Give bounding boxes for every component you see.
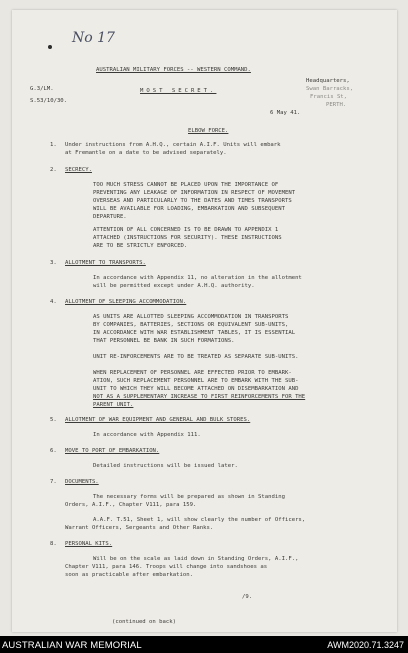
hq-line-3: Francis St, — [310, 94, 348, 100]
archive-footer-bar — [0, 636, 408, 653]
paragraph-number: 8. — [50, 541, 57, 547]
paragraph-text: ARE TO BE STRICTLY ENFORCED. — [93, 243, 188, 249]
paragraph-text: will be permitted except under A.H.Q. authority. — [93, 283, 255, 289]
reference-a: G.3/LM. — [30, 86, 54, 92]
hq-line-1: Headquarters, — [306, 78, 350, 84]
paragraph-number: 5. — [50, 417, 57, 423]
paragraph-text: Orders, A.I.F., Chapter V111, para 159. — [65, 502, 197, 508]
paragraph-text: WHEN REPLACEMENT OF PERSONNEL ARE EFFECTED PRIOR TO EMBARK- — [93, 370, 292, 376]
document-page — [12, 10, 397, 632]
paragraph-text: NOT AS A SUPPLEMENTARY INCREASE TO FIRST REINFORCEMENTS FOR THE — [93, 394, 306, 400]
paragraph-text: UNIT RE-INFORCEMENTS ARE TO BE TREATED AS SEPARATE SUB-UNITS. — [93, 354, 299, 360]
page-mark: /9. — [242, 594, 253, 600]
classification: MOST SECRET. — [140, 88, 217, 94]
paragraph-text: Chapter V111, para 146. Troops will change into sandshoes as — [65, 564, 268, 570]
paragraph-text: ATTACHED (INSTRUCTIONS FOR SECURITY). THESE INSTRUCTIONS — [93, 235, 282, 241]
paragraph-text: In accordance with Appendix 111. — [93, 432, 201, 438]
document-date: 6 May 41. — [270, 110, 301, 116]
header-title: AUSTRALIAN MILITARY FORCES -- WESTERN COMMAND. — [96, 67, 251, 73]
paragraph-text: WILL BE AVAILABLE FOR LOADING, EMBARKATION AND SUBSEQUENT — [93, 206, 285, 212]
paragraph-text: BY COMPANIES, BATTERIES, SECTIONS OR EQUIVALENT SUB-UNITS, — [93, 322, 289, 328]
handwritten-reference: No 17 — [72, 30, 115, 46]
paragraph-heading: ALLOTMENT OF WAR EQUIPMENT AND GENERAL AND BULK STORES. — [65, 417, 251, 423]
paragraph-text: Detailed instructions will be issued later. — [93, 463, 238, 469]
footer-institution: AUSTRALIAN WAR MEMORIAL — [2, 640, 142, 651]
paragraph-heading: MOVE TO PORT OF EMBARKATION. — [65, 448, 160, 454]
paragraph-text: ATION, SUCH REPLACEMENT PERSONNEL ARE TO EMBARK WITH THE SUB- — [93, 378, 299, 384]
paragraph-text: TOO MUCH STRESS CANNOT BE PLACED UPON THE IMPORTANCE OF — [93, 182, 279, 188]
paragraph-text: ATTENTION OF ALL CONCERNED IS TO BE DRAWN TO APPENDIX 1 — [93, 227, 279, 233]
paragraph-text: Warrant Officers, Sergeants and Other Ranks. — [65, 525, 214, 531]
reference-b: S.53/10/30. — [30, 98, 68, 104]
paragraph-text: UNIT TO WHICH THEY WILL BECOME ATTACHED ON DISEMBARKATION AND — [93, 386, 299, 392]
subject-line: ELBOW FORCE. — [188, 128, 229, 134]
paragraph-number: 7. — [50, 479, 57, 485]
paragraph-heading: PERSONAL KITS. — [65, 541, 113, 547]
paragraph-text: PREVENTING ANY LEAKAGE OF INFORMATION IN RESPECT OF MOVEMENT — [93, 190, 296, 196]
paragraph-text: DEPARTURE. — [93, 214, 127, 220]
paragraph-text: The necessary forms will be prepared as shown in Standing — [93, 494, 285, 500]
paragraph-text: at Fremantle on a date to be advised separately. — [65, 150, 227, 156]
footer-accession-number: AWM2020.71.3247 — [327, 640, 404, 650]
paragraph-heading: DOCUMENTS. — [65, 479, 99, 485]
paragraph-text: Under instructions from A.H.Q., certain A.I.F. Units will embark — [65, 142, 281, 148]
hq-line-4: PERTH. — [326, 102, 347, 108]
paragraph-text: THAT PERSONNEL BE BANK IN SUCH FORMATIONS. — [93, 338, 235, 344]
paragraph-number: 6. — [50, 448, 57, 454]
hq-line-2: Swan Barracks, — [306, 86, 354, 92]
paragraph-text: AS UNITS ARE ALLOTTED SLEEPING ACCOMMODATION IN TRANSPORTS — [93, 314, 289, 320]
punch-hole — [48, 45, 52, 49]
continued-note: (continued on back) — [112, 619, 176, 625]
paragraph-number: 2. — [50, 167, 57, 173]
paragraph-heading: SECRECY. — [65, 167, 92, 173]
paragraph-heading: ALLOTMENT OF SLEEPING ACCOMMODATION. — [65, 299, 187, 305]
paragraph-text: PARENT UNIT. — [93, 402, 134, 408]
paragraph-text: Will be on the scale as laid down in Standing Orders, A.I.F., — [93, 556, 299, 562]
paragraph-number: 4. — [50, 299, 57, 305]
paragraph-number: 1. — [50, 142, 57, 148]
paragraph-text: IN ACCORDANCE WITH WAR ESTABLISHMENT TABLES, IT IS ESSENTIAL — [93, 330, 296, 336]
paragraph-number: 3. — [50, 260, 57, 266]
paragraph-text: A.A.F. T.51, Sheet 1, will show clearly the number of Officers, — [93, 517, 306, 523]
paragraph-text: OVERSEAS AND PARTICULARLY TO THE DATES AND TIMES TRANSPORTS — [93, 198, 292, 204]
paragraph-text: In accordance with Appendix 11, no alteration in the allotment — [93, 275, 302, 281]
paragraph-heading: ALLOTMENT TO TRANSPORTS. — [65, 260, 146, 266]
paragraph-text: soon as practicable after embarkation. — [65, 572, 193, 578]
